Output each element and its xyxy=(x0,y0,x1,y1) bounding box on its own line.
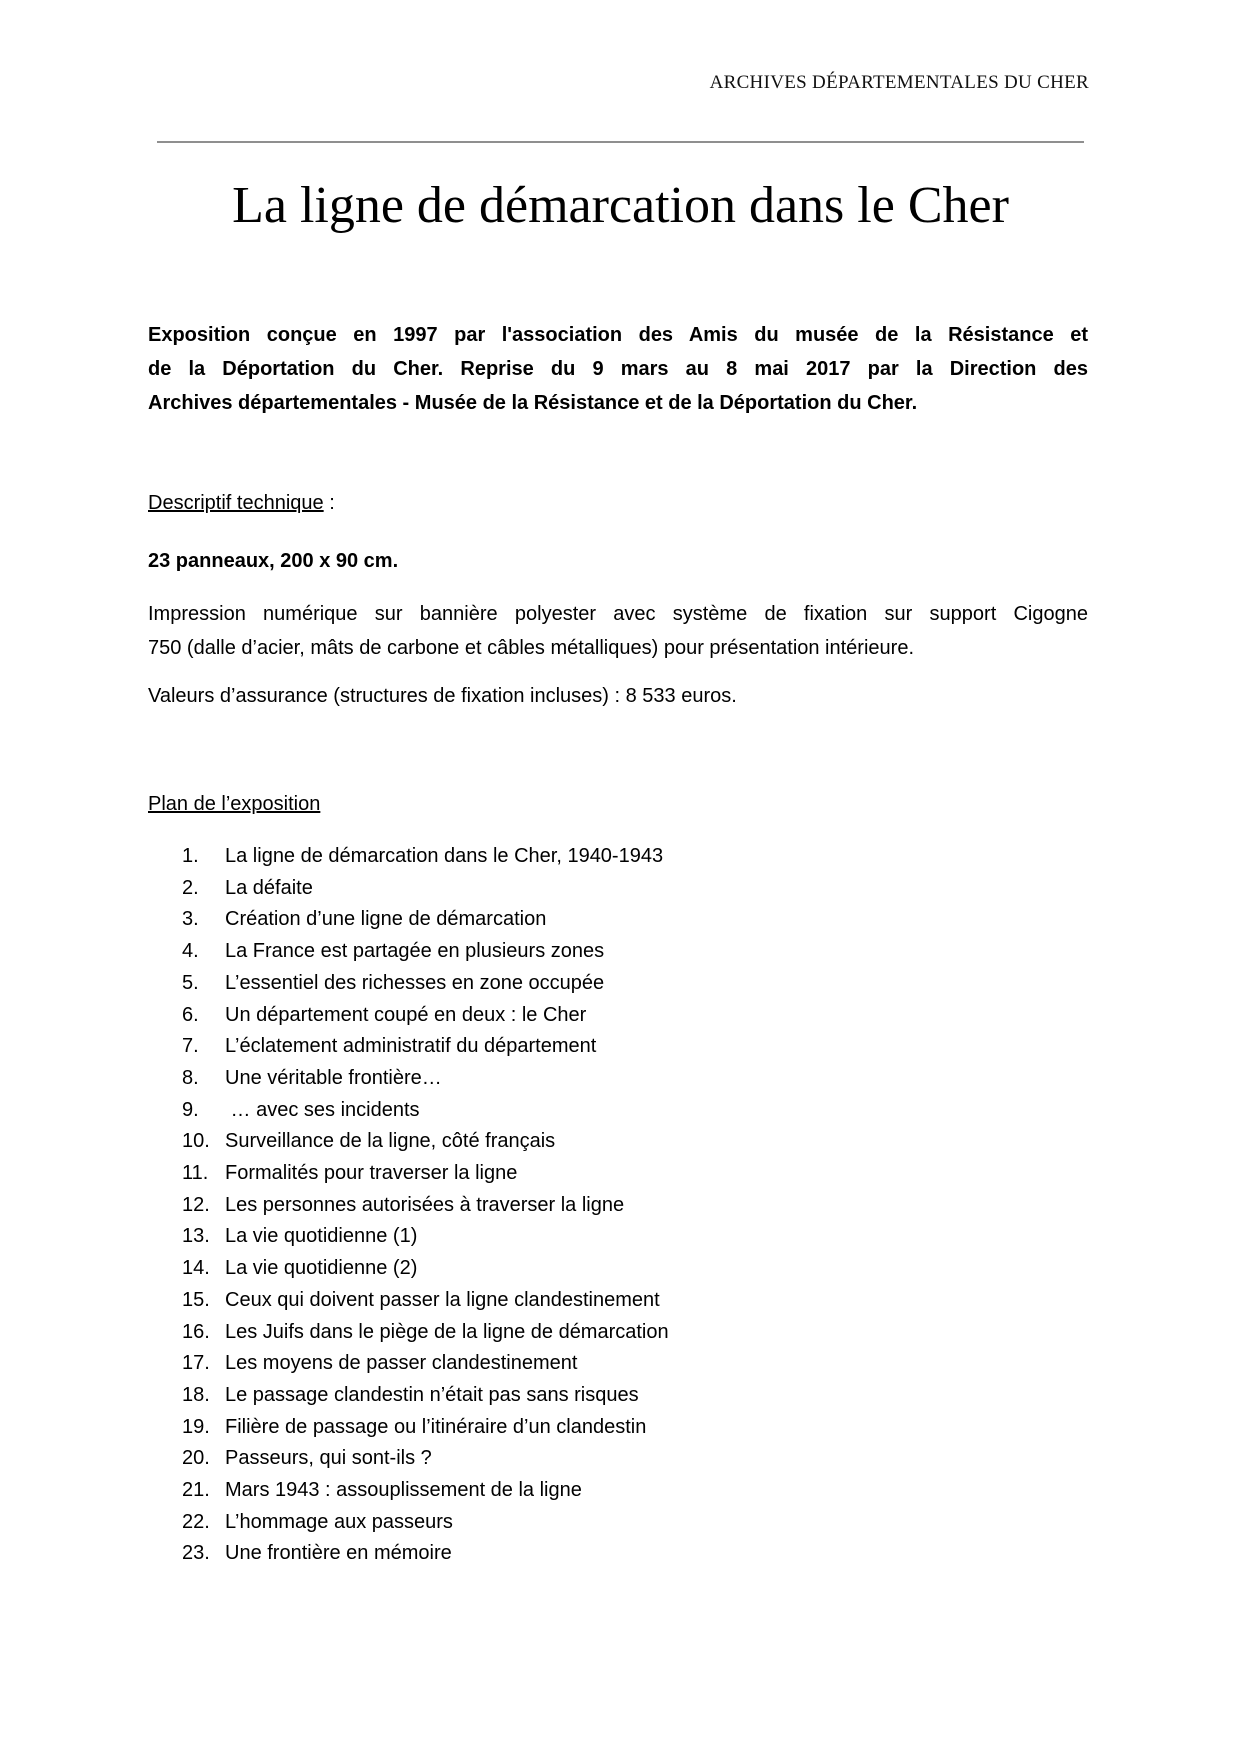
impression-line: Impression numérique sur bannière polyester avec système de fixation sur support Cigogne xyxy=(148,603,1088,625)
impression-paragraph xyxy=(148,597,1088,665)
intro-line: Exposition conçue en 1997 par l'association des Amis du musée de la Résistance et xyxy=(148,324,1088,346)
list-item-number: 19. xyxy=(182,1415,210,1438)
list-item-number: 20. xyxy=(182,1447,210,1470)
list-item-number: 8. xyxy=(182,1066,199,1089)
list-item xyxy=(148,1443,1148,1475)
list-item-number: 16. xyxy=(182,1320,210,1343)
plan-list xyxy=(148,841,1148,1570)
list-item xyxy=(148,1190,1148,1222)
list-item-text: Mars 1943 : assouplissement de la ligne xyxy=(225,1479,582,1502)
list-item xyxy=(148,1095,1148,1127)
list-item-text: Ceux qui doivent passer la ligne clandestinement xyxy=(225,1288,660,1311)
list-item-number: 15. xyxy=(182,1288,210,1311)
list-item-text: … avec ses incidents xyxy=(225,1098,420,1121)
list-item-text: Les moyens de passer clandestinement xyxy=(225,1352,578,1375)
list-item xyxy=(148,841,1148,873)
list-item-number: 6. xyxy=(182,1003,199,1026)
list-item-text: L’éclatement administratif du département xyxy=(225,1035,597,1058)
list-item xyxy=(148,1348,1148,1380)
list-item-text: Le passage clandestin n’était pas sans risques xyxy=(225,1383,639,1406)
list-item xyxy=(148,1221,1148,1253)
list-item-text: L’essentiel des richesses en zone occupée xyxy=(225,971,605,994)
list-item xyxy=(148,904,1148,936)
section-heading-descriptif xyxy=(148,486,335,520)
header-divider-rule xyxy=(157,141,1084,143)
impression-line: 750 (dalle d’acier, mâts de carbone et câbles métalliques) pour présentation intérieure. xyxy=(148,637,914,659)
list-item-text: Création d’une ligne de démarcation xyxy=(225,908,547,931)
list-item-number: 4. xyxy=(182,940,199,963)
plan-heading-text: Plan de l’exposition xyxy=(148,793,321,815)
list-item-text: Passeurs, qui sont-ils ? xyxy=(225,1447,432,1470)
list-item xyxy=(148,1158,1148,1190)
list-item-number: 3. xyxy=(182,908,199,931)
list-item-number: 7. xyxy=(182,1035,199,1058)
list-item-number: 14. xyxy=(182,1257,210,1280)
list-item xyxy=(148,1317,1148,1349)
list-item xyxy=(148,936,1148,968)
intro-line: de la Déportation du Cher. Reprise du 9 mars au 8 mai 2017 par la Direction des xyxy=(148,358,1088,380)
list-item xyxy=(148,1031,1148,1063)
list-item-text: Les personnes autorisées à traverser la ligne xyxy=(225,1193,625,1216)
intro-paragraph xyxy=(148,318,1088,420)
list-item-number: 18. xyxy=(182,1383,210,1406)
list-item-text: Filière de passage ou l’itinéraire d’un clandestin xyxy=(225,1415,647,1438)
list-item xyxy=(148,1063,1148,1095)
list-item xyxy=(148,873,1148,905)
page-title: La ligne de démarcation dans le Cher xyxy=(232,177,1009,234)
descriptif-heading-text: Descriptif technique xyxy=(148,492,324,514)
list-item xyxy=(148,1475,1148,1507)
list-item-number: 12. xyxy=(182,1193,210,1216)
list-item-text: La défaite xyxy=(225,876,313,899)
list-item-text: L’hommage aux passeurs xyxy=(225,1510,453,1533)
list-item-number: 13. xyxy=(182,1225,210,1248)
list-item xyxy=(148,1507,1148,1539)
list-item xyxy=(148,1253,1148,1285)
list-item-number: 22. xyxy=(182,1510,210,1533)
section-heading-plan xyxy=(148,787,320,821)
list-item xyxy=(148,1285,1148,1317)
list-item-text: Surveillance de la ligne, côté français xyxy=(225,1130,556,1153)
list-item-number: 17. xyxy=(182,1352,210,1375)
list-item-text: Un département coupé en deux : le Cher xyxy=(225,1003,587,1026)
list-item xyxy=(148,1126,1148,1158)
list-item-number: 21. xyxy=(182,1479,210,1502)
list-item-text: Une frontière en mémoire xyxy=(225,1542,452,1565)
panels-spec: 23 panneaux, 200 x 90 cm. xyxy=(148,550,399,572)
list-item-text: La France est partagée en plusieurs zones xyxy=(225,940,605,963)
descriptif-heading-colon: : xyxy=(323,492,335,514)
list-item xyxy=(148,1412,1148,1444)
list-item-text: La ligne de démarcation dans le Cher, 1940-1943 xyxy=(225,845,664,867)
list-item-number: 1. xyxy=(182,845,199,867)
list-item xyxy=(148,968,1148,1000)
list-item xyxy=(148,1538,1148,1570)
valeurs-line: Valeurs d’assurance (structures de fixation incluses) : 8 533 euros. xyxy=(148,685,737,707)
header-institution: ARCHIVES DÉPARTEMENTALES DU CHER xyxy=(709,72,1089,93)
list-item-number: 23. xyxy=(182,1542,210,1565)
list-item xyxy=(148,1000,1148,1032)
list-item-text: Une véritable frontière… xyxy=(225,1066,442,1089)
list-item-text: Formalités pour traverser la ligne xyxy=(225,1162,518,1185)
intro-line: Archives départementales - Musée de la Résistance et de la Déportation du Cher. xyxy=(148,392,918,414)
list-item-number: 10. xyxy=(182,1130,210,1153)
list-item-text: Les Juifs dans le piège de la ligne de démarcation xyxy=(225,1320,669,1343)
list-item-text: La vie quotidienne (2) xyxy=(225,1257,418,1280)
list-item-number: 2. xyxy=(182,876,199,899)
list-item-number: 11. xyxy=(182,1162,209,1185)
list-item xyxy=(148,1380,1148,1412)
list-item-number: 9. xyxy=(182,1098,199,1121)
list-item-number: 5. xyxy=(182,971,199,994)
list-item-text: La vie quotidienne (1) xyxy=(225,1225,418,1248)
